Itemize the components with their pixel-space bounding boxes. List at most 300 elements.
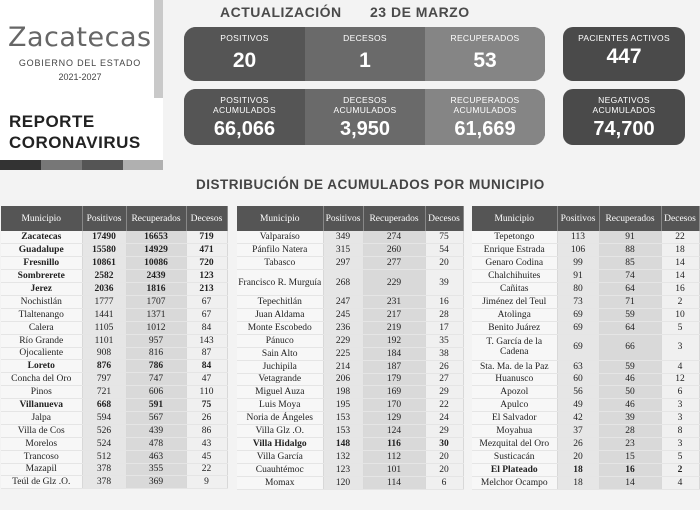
decesos-cell: 3: [661, 334, 699, 360]
recuperados-cell: 85: [599, 257, 661, 270]
recuperados-cell: 1816: [126, 283, 186, 296]
municipio-cell: Momax: [237, 476, 323, 489]
decesos-cell: 38: [425, 347, 463, 360]
table-row: [237, 257, 463, 270]
positivos-cell: 18: [557, 463, 599, 476]
recuperados-cell: 169: [363, 386, 425, 399]
decesos-cell: 6: [425, 476, 463, 489]
municipio-cell: Fresnillo: [1, 257, 82, 270]
municipio-cell: Pinos: [1, 386, 82, 399]
positivos-cell: 113: [557, 231, 599, 244]
positivos-cell: 1777: [82, 295, 126, 308]
recuperados-cell: 217: [363, 309, 425, 322]
table-row: [472, 360, 699, 373]
decesos-cell: 10: [661, 308, 699, 321]
positivos-cell: 2582: [82, 270, 126, 283]
positivos-cell: 69: [557, 308, 599, 321]
col-header-positivos: Positivos: [82, 206, 126, 231]
daily-decesos-label: DECESOS: [343, 33, 387, 43]
recuperados-cell: 747: [126, 373, 186, 386]
municipio-cell: Noria de Ángeles: [237, 412, 323, 425]
negatives-label-1: NEGATIVOS: [598, 95, 650, 105]
positivos-cell: 132: [323, 450, 363, 463]
decesos-cell: 22: [425, 399, 463, 412]
municipio-cell: Atolinga: [472, 308, 557, 321]
table-row: [237, 347, 463, 360]
positivos-cell: 73: [557, 295, 599, 308]
municipio-cell: Concha del Oro: [1, 373, 82, 386]
decesos-cell: 4: [661, 360, 699, 373]
positivos-cell: 37: [557, 425, 599, 438]
recuperados-cell: 231: [363, 296, 425, 309]
negatives-label-2: ACUMULADOS: [592, 105, 656, 115]
stripe-segment: [41, 160, 82, 170]
municipio-cell: Apozol: [472, 386, 557, 399]
municipality-table-2: [237, 206, 464, 490]
positivos-cell: 378: [82, 476, 126, 489]
recuperados-cell: 59: [599, 308, 661, 321]
recuperados-cell: 187: [363, 360, 425, 373]
acc-positivos-label: [184, 95, 305, 115]
positivos-cell: 99: [557, 257, 599, 270]
daily-positivos-label: POSITIVOS: [220, 33, 269, 43]
positivos-cell: 876: [82, 360, 126, 373]
table-row: [237, 373, 463, 386]
decesos-cell: 75: [186, 399, 227, 412]
recuperados-cell: 219: [363, 321, 425, 334]
col-header-decesos: Decesos: [186, 206, 227, 231]
recuperados-cell: 46: [599, 399, 661, 412]
positivos-cell: 524: [82, 437, 126, 450]
stripe-segment: [123, 160, 163, 170]
decesos-cell: 719: [186, 231, 227, 244]
decesos-cell: 143: [186, 334, 227, 347]
recuperados-cell: 606: [126, 386, 186, 399]
table-header-row: [237, 206, 463, 231]
municipio-cell: Villanueva: [1, 399, 82, 412]
table-row: [1, 463, 227, 476]
positivos-cell: 15580: [82, 244, 126, 257]
table-row: [1, 424, 227, 437]
table-row: [1, 450, 227, 463]
decesos-cell: 26: [425, 360, 463, 373]
recuperados-cell: 277: [363, 257, 425, 270]
acc-recuperados-label-1: RECUPERADOS: [450, 95, 520, 105]
recuperados-cell: 28: [599, 425, 661, 438]
municipio-cell: El Plateado: [472, 463, 557, 476]
table-row: [472, 412, 699, 425]
table-row: [1, 257, 227, 270]
decesos-cell: 35: [425, 334, 463, 347]
decesos-cell: 471: [186, 244, 227, 257]
acc-recuperados-value: 61,669: [454, 118, 516, 140]
decesos-cell: 84: [186, 360, 227, 373]
report-title-line-1: REPORTE: [9, 112, 95, 131]
decesos-cell: 123: [186, 270, 227, 283]
table-row: [237, 360, 463, 373]
active-patients-label: PACIENTES ACTIVOS: [578, 33, 670, 43]
col-header-municipio: Municipio: [472, 206, 557, 231]
municipio-cell: Vetagrande: [237, 373, 323, 386]
logo-edge: [154, 0, 163, 98]
acc-positivos-label-2: ACUMULADOS: [213, 105, 276, 115]
positivos-cell: 1441: [82, 308, 126, 321]
recuperados-cell: 369: [126, 476, 186, 489]
col-header-recuperados: Recuperados: [126, 206, 186, 231]
state-logo: [0, 0, 158, 98]
table-row: [1, 399, 227, 412]
recuperados-cell: 567: [126, 411, 186, 424]
positivos-cell: 106: [557, 244, 599, 257]
municipio-cell: Apulco: [472, 399, 557, 412]
municipio-cell: Tepetongo: [472, 231, 557, 244]
recuperados-cell: 10086: [126, 257, 186, 270]
table-row: [472, 437, 699, 450]
municipio-cell: Valparaíso: [237, 231, 323, 244]
decesos-cell: 3: [661, 399, 699, 412]
acc-positivos: [184, 89, 305, 145]
decesos-cell: 84: [186, 321, 227, 334]
acc-positivos-value: 66,066: [213, 118, 276, 140]
municipio-cell: El Salvador: [472, 412, 557, 425]
municipio-cell: Sain Alto: [237, 347, 323, 360]
decesos-cell: 20: [425, 463, 463, 476]
table-row: [237, 321, 463, 334]
positivos-cell: 206: [323, 373, 363, 386]
positivos-cell: 42: [557, 412, 599, 425]
municipio-cell: Mezquital del Oro: [472, 437, 557, 450]
recuperados-cell: 229: [363, 270, 425, 296]
decesos-cell: 4: [661, 476, 699, 489]
municipio-cell: Francisco R. Murguía: [237, 270, 323, 296]
daily-positivos-value: 20: [232, 49, 257, 72]
municipio-cell: Benito Juárez: [472, 321, 557, 334]
table-row: [237, 463, 463, 476]
update-label: ACTUALIZACIÓN: [220, 4, 342, 20]
municipio-cell: Jalpa: [1, 411, 82, 424]
report-title: [0, 98, 163, 160]
recuperados-cell: 14929: [126, 244, 186, 257]
decesos-cell: 22: [661, 231, 699, 244]
positivos-cell: 69: [557, 321, 599, 334]
positivos-cell: 153: [323, 412, 363, 425]
negatives-label: [563, 95, 685, 115]
municipio-cell: Morelos: [1, 437, 82, 450]
decesos-cell: 12: [661, 373, 699, 386]
municipio-cell: Tepechitlán: [237, 296, 323, 309]
col-header-recuperados: Recuperados: [599, 206, 661, 231]
positivos-cell: 60: [557, 373, 599, 386]
table-row: [472, 386, 699, 399]
table-row: [237, 270, 463, 296]
municipio-cell: T. García de la Cadena: [472, 334, 557, 360]
positivos-cell: 63: [557, 360, 599, 373]
recuperados-cell: 439: [126, 424, 186, 437]
decesos-cell: 17: [425, 321, 463, 334]
positivos-cell: 214: [323, 360, 363, 373]
municipality-table-1: [1, 206, 228, 489]
recuperados-cell: 786: [126, 360, 186, 373]
decesos-cell: 54: [425, 244, 463, 257]
decesos-cell: 2: [661, 295, 699, 308]
municipio-cell: Monte Escobedo: [237, 321, 323, 334]
table-row: [237, 399, 463, 412]
table-row: [1, 386, 227, 399]
table-row: [472, 399, 699, 412]
col-header-positivos: Positivos: [557, 206, 599, 231]
table-row: [472, 334, 699, 360]
positivos-cell: 512: [82, 450, 126, 463]
col-header-recuperados: Recuperados: [363, 206, 425, 231]
daily-recuperados-label: RECUPERADOS: [450, 33, 520, 43]
daily-decesos-value: 1: [359, 49, 371, 72]
table-body: [237, 231, 463, 489]
negatives-value: 74,700: [593, 118, 655, 140]
positivos-cell: 1101: [82, 334, 126, 347]
municipio-cell: Villa de Cos: [1, 424, 82, 437]
municipio-cell: Juchipila: [237, 360, 323, 373]
recuperados-cell: 1371: [126, 308, 186, 321]
recuperados-cell: 1012: [126, 321, 186, 334]
table-row: [1, 283, 227, 296]
positivos-cell: 56: [557, 386, 599, 399]
col-header-decesos: Decesos: [661, 206, 699, 231]
positivos-cell: 236: [323, 321, 363, 334]
positivos-cell: 225: [323, 347, 363, 360]
positivos-cell: 123: [323, 463, 363, 476]
table-row: [237, 231, 463, 244]
report-title-line-2: CORONAVIRUS: [9, 133, 141, 152]
municipio-cell: Moyahua: [472, 425, 557, 438]
positivos-cell: 20: [557, 450, 599, 463]
positivos-cell: 69: [557, 334, 599, 360]
decesos-cell: 28: [425, 309, 463, 322]
decesos-cell: 29: [425, 425, 463, 438]
table-row: [472, 295, 699, 308]
decesos-cell: 5: [661, 321, 699, 334]
positivos-cell: 120: [323, 476, 363, 489]
decesos-cell: 30: [425, 437, 463, 450]
recuperados-cell: 16: [599, 463, 661, 476]
positivos-cell: 315: [323, 244, 363, 257]
municipio-cell: Villa García: [237, 450, 323, 463]
municipio-cell: Miguel Auza: [237, 386, 323, 399]
municipio-cell: Sombrerete: [1, 270, 82, 283]
decesos-cell: 213: [186, 283, 227, 296]
positivos-cell: 153: [323, 425, 363, 438]
municipio-cell: Calera: [1, 321, 82, 334]
acc-decesos-label-1: DECESOS: [343, 95, 387, 105]
municipality-table-3: [472, 206, 700, 490]
municipio-cell: Pánfilo Natera: [237, 244, 323, 257]
recuperados-cell: 14: [599, 476, 661, 489]
table-row: [1, 295, 227, 308]
recuperados-cell: 88: [599, 244, 661, 257]
decesos-cell: 20: [425, 257, 463, 270]
table-row: [237, 437, 463, 450]
table-row: [472, 257, 699, 270]
municipio-cell: Cuauhtémoc: [237, 463, 323, 476]
recuperados-cell: 116: [363, 437, 425, 450]
decesos-cell: 18: [661, 244, 699, 257]
acc-decesos-label-2: ACUMULADOS: [333, 105, 397, 115]
decesos-cell: 24: [425, 412, 463, 425]
decesos-cell: 27: [425, 373, 463, 386]
positivos-cell: 2036: [82, 283, 126, 296]
recuperados-cell: 114: [363, 476, 425, 489]
positivos-cell: 18: [557, 476, 599, 489]
recuperados-cell: 816: [126, 347, 186, 360]
recuperados-cell: 64: [599, 321, 661, 334]
table-row: [472, 450, 699, 463]
decesos-cell: 67: [186, 295, 227, 308]
recuperados-cell: 184: [363, 347, 425, 360]
recuperados-cell: 274: [363, 231, 425, 244]
col-header-municipio: Municipio: [237, 206, 323, 231]
recuperados-cell: 2439: [126, 270, 186, 283]
recuperados-cell: 957: [126, 334, 186, 347]
recuperados-cell: 112: [363, 450, 425, 463]
table-row: [472, 244, 699, 257]
table-row: [237, 412, 463, 425]
recuperados-cell: 124: [363, 425, 425, 438]
acc-recuperados-label: [425, 95, 545, 115]
positivos-cell: 594: [82, 411, 126, 424]
decesos-cell: 3: [661, 437, 699, 450]
municipio-cell: Mazapil: [1, 463, 82, 476]
table-body: [472, 231, 699, 489]
table-row: [237, 450, 463, 463]
positivos-cell: 1105: [82, 321, 126, 334]
table-body: [1, 231, 227, 489]
municipio-cell: Villa Glz .O.: [237, 425, 323, 438]
municipio-cell: Cañitas: [472, 283, 557, 296]
decesos-cell: 45: [186, 450, 227, 463]
recuperados-cell: 46: [599, 373, 661, 386]
recuperados-cell: 23: [599, 437, 661, 450]
table-header-row: [472, 206, 699, 231]
recuperados-cell: 91: [599, 231, 661, 244]
positivos-cell: 17490: [82, 231, 126, 244]
recuperados-cell: 101: [363, 463, 425, 476]
table-row: [1, 360, 227, 373]
table-row: [472, 270, 699, 283]
daily-decesos: [305, 27, 425, 81]
recuperados-cell: 591: [126, 399, 186, 412]
municipio-cell: Chalchihuites: [472, 270, 557, 283]
daily-recuperados: [425, 27, 545, 81]
positivos-cell: 148: [323, 437, 363, 450]
positivos-cell: 526: [82, 424, 126, 437]
decesos-cell: 5: [661, 450, 699, 463]
decesos-cell: 8: [661, 425, 699, 438]
municipio-cell: Susticacán: [472, 450, 557, 463]
table-row: [237, 309, 463, 322]
positivos-cell: 245: [323, 309, 363, 322]
decesos-cell: 6: [661, 386, 699, 399]
recuperados-cell: 1707: [126, 295, 186, 308]
table-row: [237, 334, 463, 347]
decesos-cell: 39: [425, 270, 463, 296]
positivos-cell: 668: [82, 399, 126, 412]
recuperados-cell: 170: [363, 399, 425, 412]
col-header-municipio: Municipio: [1, 206, 82, 231]
recuperados-cell: 179: [363, 373, 425, 386]
municipio-cell: Pánuco: [237, 334, 323, 347]
decesos-cell: 67: [186, 308, 227, 321]
daily-positivos: [184, 27, 305, 81]
table-row: [472, 373, 699, 386]
positivos-cell: 26: [557, 437, 599, 450]
stripe-segment: [0, 160, 41, 170]
table-row: [237, 425, 463, 438]
municipio-cell: Enrique Estrada: [472, 244, 557, 257]
decesos-cell: 720: [186, 257, 227, 270]
municipio-cell: Sta. Ma. de la Paz: [472, 360, 557, 373]
table-row: [472, 463, 699, 476]
negatives-card: [563, 89, 685, 145]
decesos-cell: 75: [425, 231, 463, 244]
acc-recuperados: [425, 89, 545, 145]
table-row: [1, 334, 227, 347]
decesos-cell: 26: [186, 411, 227, 424]
recuperados-cell: 16653: [126, 231, 186, 244]
decesos-cell: 16: [661, 283, 699, 296]
positivos-cell: 10861: [82, 257, 126, 270]
table-header-row: [1, 206, 227, 231]
logo-state-name: Zacatecas: [8, 22, 152, 53]
positivos-cell: 195: [323, 399, 363, 412]
municipio-cell: Melchor Ocampo: [472, 476, 557, 489]
positivos-cell: 198: [323, 386, 363, 399]
recuperados-cell: 50: [599, 386, 661, 399]
positivos-cell: 91: [557, 270, 599, 283]
decesos-cell: 87: [186, 347, 227, 360]
table-row: [472, 476, 699, 489]
decesos-cell: 47: [186, 373, 227, 386]
positivos-cell: 268: [323, 270, 363, 296]
table-row: [1, 321, 227, 334]
positivos-cell: 80: [557, 283, 599, 296]
decesos-cell: 20: [425, 450, 463, 463]
recuperados-cell: 478: [126, 437, 186, 450]
table-row: [1, 231, 227, 244]
table-row: [1, 437, 227, 450]
positivos-cell: 49: [557, 399, 599, 412]
municipio-cell: Juan Aldama: [237, 309, 323, 322]
daily-stats: [184, 27, 545, 81]
positivos-cell: 247: [323, 296, 363, 309]
table-row: [472, 283, 699, 296]
recuperados-cell: 66: [599, 334, 661, 360]
decesos-cell: 3: [661, 412, 699, 425]
table-row: [237, 386, 463, 399]
municipio-cell: Ojocaliente: [1, 347, 82, 360]
decesos-cell: 86: [186, 424, 227, 437]
decesos-cell: 2: [661, 463, 699, 476]
table-row: [472, 231, 699, 244]
recuperados-cell: 463: [126, 450, 186, 463]
municipio-cell: Trancoso: [1, 450, 82, 463]
municipio-cell: Tlaltenango: [1, 308, 82, 321]
positivos-cell: 297: [323, 257, 363, 270]
logo-years: 2021-2027: [58, 72, 102, 82]
table-row: [1, 244, 227, 257]
table-row: [1, 373, 227, 386]
decesos-cell: 110: [186, 386, 227, 399]
recuperados-cell: 74: [599, 270, 661, 283]
positivos-cell: 378: [82, 463, 126, 476]
